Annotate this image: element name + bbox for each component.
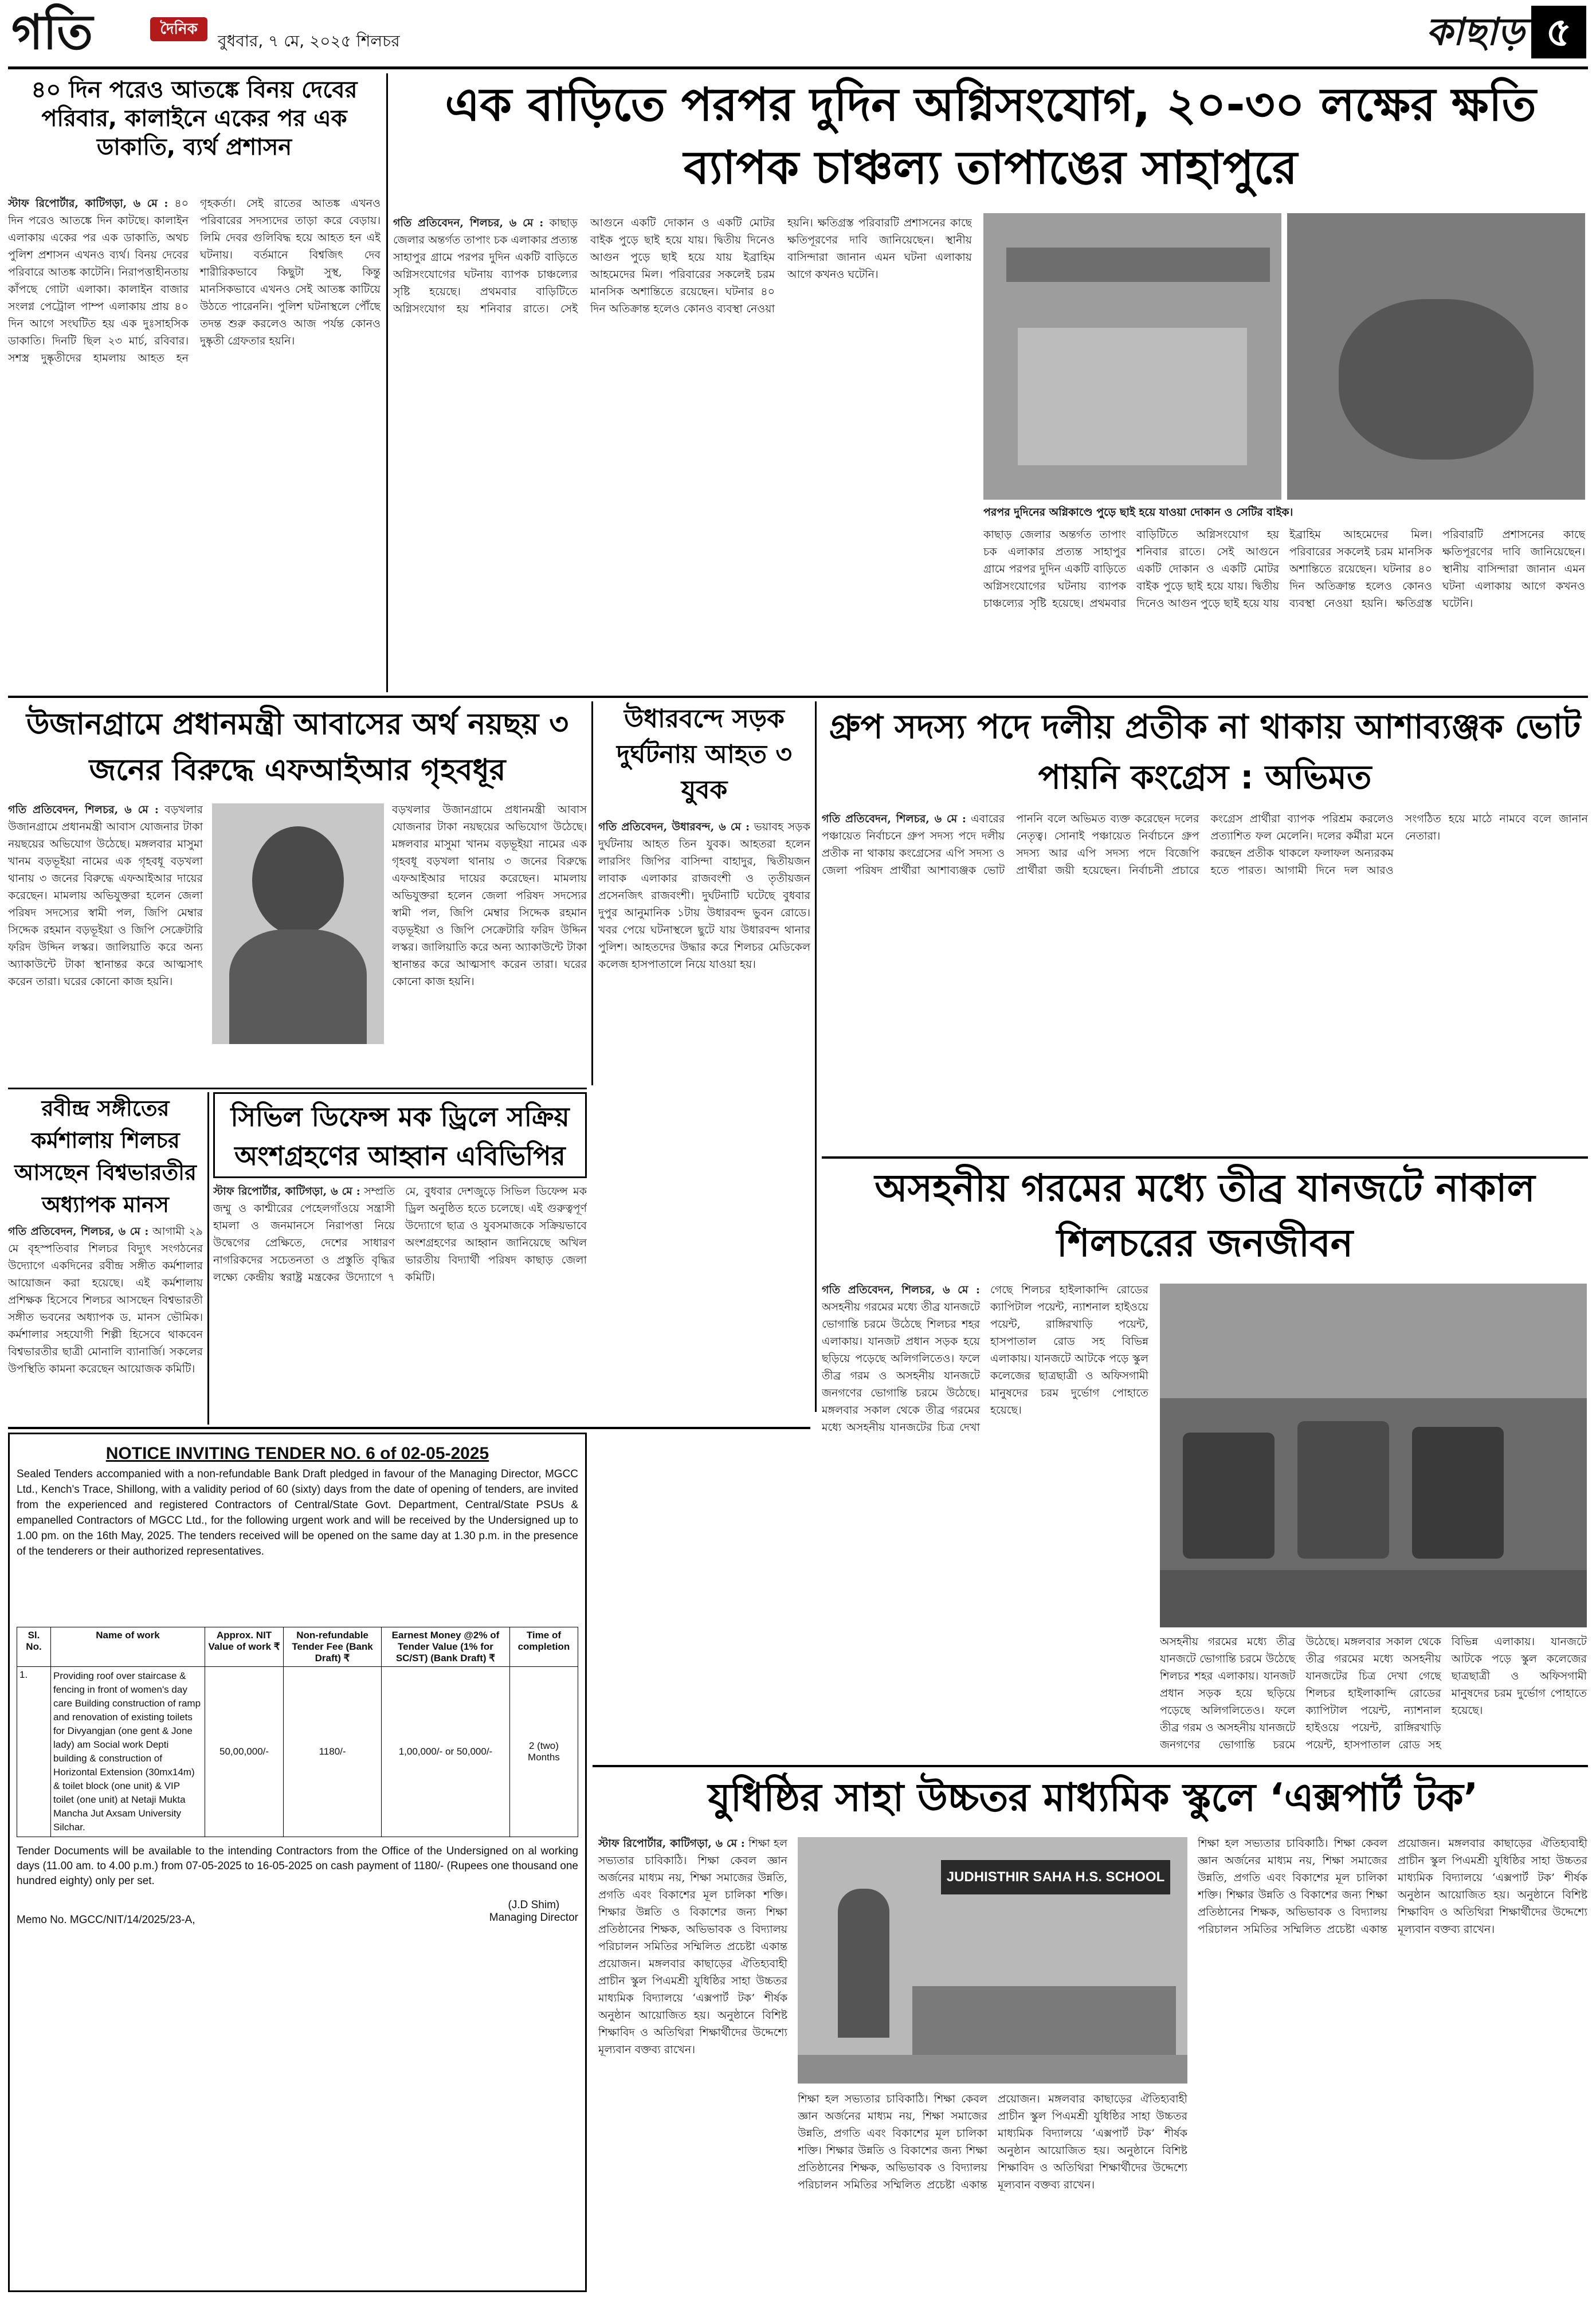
story-text: এবারের পঞ্চায়েত নির্বাচনে গ্রুপ সদস্য পদে দলীয় প্রতীক না থাকায় কংগ্রেসের এপি সদস্য ও জেলা পরিষদ প্রার্থীরা আশাব্যঞ্জক ভোট পাননি বলে অভিমত ব্যক্ত করেছেন দলের নেতৃত্ব। সোনাই পঞ্চায়েত নির্বাচনে গ্রুপ সদস্য আর এপি সদস্য পদে বিজেপি প্রার্থীরা জয়ী হয়েছেন। নির্বাচনী প্রচারে কংগ্রেস প্রার্থীরা ব্যাপক পরিশ্রম করলেও প্রত্যাশিত ফল মেলেনি। দলের কর্মীরা মনে করছেন প্রতীক থাকলে ফলাফল অন্যরকম হতে পারত। আগামী দিনে দল আরও সংগঠিত হয়ে মাঠে নামবে বলে জানান নেতারা।: [822, 813, 1588, 877]
dateline: গতি প্রতিবেদন, শিলচর, ৬ মে :: [822, 1284, 980, 1296]
fire-photo-shop: [983, 213, 1281, 500]
masthead: [0, 0, 1596, 64]
dateline: স্টাফ রিপোর্টার, কাটিগড়া, ৬ মে :: [598, 1837, 745, 1850]
tender-table: [17, 1627, 578, 1837]
story-fire: [393, 73, 1588, 692]
story-text-cont: অসহনীয় গরমের মধ্যে তীব্র যানজটে ভোগান্তি চরমে উঠেছে শিলচর শহর এলাকায়। যানজট প্রধান সড়ক হয়ে ছড়িয়ে পড়েছে অলিগলিতেও। ফলে তীব্র গরম ও অসহনীয় যানজটে জনগণের ভোগান্তি চরমে উঠেছে। মঙ্গলবার সকাল থেকে তীব্র গরমের মধ্যে অসহনীয় যানজটের চিত্র দেখা গেছে শিলচর হাইলাকান্দি রোডের ক্যাপিটাল পয়েন্ট, ন্যাশনাল হাইওয়ে পয়েন্ট, রাঙ্গিরখাড়ি পয়েন্ট, হাসপাতাল রোড সহ বিভিন্ন এলাকায়। যানজটে আটকে পড়ে স্কুল কলেজের ছাত্রছাত্রী ও অফিসগামী মানুষদের চরম দুর্ভোগ পোহাতে হয়েছে।: [1160, 1635, 1587, 1751]
dateline: স্টাফ রিপোর্টার, কাটিগড়া, ৬ মে :: [213, 1185, 360, 1198]
story-text: ভয়াবহ সড়ক দুর্ঘটনায় আহত তিন যুবক। আহতরা হলেন লারসিং জিপির বাসিন্দা বাহাদুর, দ্বিতীয়জন লাবাক এলাকার রাজবংশী ও তৃতীয়জন প্রসেনজিৎ রাজবংশী। দুর্ঘটনাটি ঘটেছে বুধবার দুপুর আনুমানিক ১টায় উধারবন্দ ভুবন রোডে। খবর পেয়ে ঘটনাস্থলে ছুটে যায় উধারবন্দ থানার পুলিশ। আহতদের উদ্ধার করে শিলচর মেডিকেল কলেজ হাসপাতালে নিয়ে যাওয়া হয়।: [598, 821, 810, 971]
story-congress: [822, 701, 1588, 1154]
col-sl: Sl. No.: [17, 1627, 51, 1667]
story-text: কাছাড় জেলার অন্তর্গত তাপাং চক এলাকার প্রত্যন্ত সাহাপুর গ্রামে পরপর দুদিন একটি বাড়িতে অগ্নিসংযোগের ঘটনায় ব্যাপক চাঞ্চল্যের সৃষ্টি হয়েছে। প্রথমবার বাড়িটিতে অগ্নিসংযোগ হয় শনিবার রাতে। সেই আগুনে একটি দোকান ও একটি মোটর বাইক পুড়ে ছাই হয়ে যায়। দ্বিতীয় দিনেও আগুন পুড়ে ছাই হয়ে যায় ইব্রাহিম আহমেদের মিল। পরিবারের সকলেই চরম মানসিক অশান্তিতে রয়েছেন। ঘটনার ৪০ দিন অতিক্রান্ত হলেও কোনও ব্যবস্থা নেওয়া হয়নি। ক্ষতিগ্রস্ত পরিবারটি প্রশাসনের কাছে ক্ষতিপূরণের দাবি জানিয়েছেন। স্থানীয় বাসিন্দারা জানান এমন ঘটনা এলাকায় আগে কখনও ঘটেনি।: [393, 217, 972, 315]
column-divider: [815, 701, 817, 1412]
story-awas: [8, 701, 587, 1085]
column-divider: [386, 73, 388, 692]
cell-sl: 1.: [17, 1667, 51, 1837]
tender-signature: (J.D Shim): [508, 1899, 560, 1911]
row-rule: [8, 1088, 587, 1089]
cell-value: 50,00,000/-: [205, 1667, 284, 1837]
masthead-date: বুধবার, ৭ মে, ২০২৫ শিলচর: [218, 32, 400, 50]
col-work: Name of work: [51, 1627, 205, 1667]
masthead-rule: [8, 66, 1588, 69]
page-number: ৫: [1531, 6, 1586, 58]
story-text-cont: বড়খলার উজানগ্রামে প্রধানমন্ত্রী আবাস যোজনার টাকা নয়ছয়ের অভিযোগ উঠেছে। মঙ্গলবার মাসুমা খানম বড়ভূইয়া নামের এক গৃহবধূ বড়খলা থানায় ৩ জনের বিরুদ্ধে এফআইআর দায়ের করেছেন। মামলায় অভিযুক্তরা হলেন জেলা পরিষদ সদস্যের স্বামী পল, জিপি মেম্বার সিদ্দেক রহমান বড়ভূইয়া ও জিপি সেক্রেটারি ফরিদ উদ্দিন লস্কর। জালিয়াতি করে অন্য অ্যাকাউন্টে টাকা স্থানান্তর করে আত্মসাৎ করেন তারা। ঘরের কোনো কাজ হয়নি।: [392, 803, 587, 988]
story-civil-defence: [213, 1092, 587, 1425]
story-text-cont: কাছাড় জেলার অন্তর্গত তাপাং চক এলাকার প্রত্যন্ত সাহাপুর গ্রামে পরপর দুদিন একটি বাড়িতে অগ্নিসংযোগের ঘটনায় ব্যাপক চাঞ্চল্যের সৃষ্টি হয়েছে। প্রথমবার বাড়িটিতে অগ্নিসংযোগ হয় শনিবার রাতে। সেই আগুনে একটি দোকান ও একটি মোটর বাইক পুড়ে ছাই হয়ে যায়। দ্বিতীয় দিনেও আগুন পুড়ে ছাই হয়ে যায় ইব্রাহিম আহমেদের মিল। পরিবারের সকলেই চরম মানসিক অশান্তিতে রয়েছেন। ঘটনার ৪০ দিন অতিক্রান্ত হলেও কোনও ব্যবস্থা নেওয়া হয়নি। ক্ষতিগ্রস্ত পরিবারটি প্রশাসনের কাছে ক্ষতিপূরণের দাবি জানিয়েছেন। স্থানীয় বাসিন্দারা জানান এমন ঘটনা এলাকায় আগে কখনও ঘটেনি।: [983, 528, 1585, 610]
dateline: স্টাফ রিপোর্টার, কাটিগড়া, ৬ মে :: [8, 197, 168, 210]
story-rabindra: [8, 1092, 203, 1425]
story-expert-talk: [598, 1770, 1588, 2297]
section-name: কাছাড়: [1426, 10, 1524, 54]
col-emd: Earnest Money @2% of Tender Value (1% for SC/ST) (Bank Draft) ₹: [382, 1627, 510, 1667]
photo-banner: JUDHISTHIR SAHA H.S. SCHOOL: [941, 1860, 1170, 1894]
fire-photo-bike: [1287, 213, 1585, 500]
headline: এক বাড়িতে পরপর দুদিন অগ্নিসংযোগ, ২০-৩০ লক্ষের ক্ষতি ব্যাপক চাঞ্চল্য তাপাঙের সাহাপুরে: [445, 78, 1536, 194]
traffic-photo: [1160, 1284, 1587, 1627]
story-text: শিক্ষা হল সভ্যতার চাবিকাঠি। শিক্ষা কেবল জ্ঞান অর্জনের মাধ্যম নয়, শিক্ষা সমাজের উন্নতি, প্রগতি এবং বিকাশের মূল চালিকা শক্তি। শিক্ষার উন্নতি ও বিকাশের জন্য শিক্ষা প্রতিষ্ঠানের শিক্ষক, অভিভাবক ও বিদ্যালয় পরিচালন সমিতির সম্মিলিত প্রচেষ্টা একান্ত প্রয়োজন। মঙ্গলবার কাছাড়ের ঐতিহ্যবাহী প্রাচীন স্কুল পিএমশ্রী যুধিষ্ঠির সাহা উচ্চতর মাধ্যমিক বিদ্যালয়ে ‘এক্সপার্ট টক’ শীর্ষক অনুষ্ঠান আয়োজিত হয়। অনুষ্ঠানে বিশিষ্ট শিক্ষাবিদ ও অতিথিরা শিক্ষার্থীদের উদ্দেশ্যে মূল্যবান বক্তব্য রাখেন।: [598, 1837, 787, 2056]
dateline: গতি প্রতিবেদন, শিলচর, ৬ মে :: [8, 1225, 149, 1238]
dateline: গতি প্রতিবেদন, শিলচর, ৬ মে :: [393, 217, 544, 229]
story-text: অসহনীয় গরমের মধ্যে তীব্র যানজটে ভোগান্তি চরমে উঠেছে শিলচর শহর এলাকায়। যানজট প্রধান সড়ক হয়ে ছড়িয়ে পড়েছে অলিগলিতেও। ফলে তীব্র গরম ও অসহনীয় যানজটে জনগণের ভোগান্তি চরমে উঠেছে। মঙ্গলবার সকাল থেকে তীব্র গরমের মধ্যে অসহনীয় যানজটের চিত্র দেখা গেছে শিলচর হাইলাকান্দি রোডের ক্যাপিটাল পয়েন্ট, ন্যাশনাল হাইওয়ে পয়েন্ট, রাঙ্গিরখাড়ি পয়েন্ট, হাসপাতাল রোড সহ বিভিন্ন এলাকায়। যানজটে আটকে পড়ে স্কুল কলেজের ছাত্রছাত্রী ও অফিসগামী মানুষদের চরম দুর্ভোগ পোহাতে হয়েছে।: [822, 1284, 1148, 1434]
dateline: গতি প্রতিবেদন, উধারবন্দ, ৬ মে :: [598, 821, 750, 833]
headline: উজানগ্রামে প্রধানমন্ত্রী আবাসের অর্থ নয়ছয় ৩ জনের বিরুদ্ধে এফআইআর গৃহবধূর: [26, 707, 569, 787]
story-dakati: [8, 73, 381, 692]
col-time: Time of completion: [509, 1627, 578, 1667]
tender-notice: [8, 1433, 587, 2292]
story-traffic: [822, 1161, 1588, 1763]
col-value: Approx. NIT Value of work ₹: [205, 1627, 284, 1667]
col-fee: Non-refundable Tender Fee (Bank Draft) ₹: [284, 1627, 382, 1667]
tender-intro: Sealed Tenders accompanied with a non-refundable Bank Draft pledged in favour of the Managing Director, MGCC Ltd., Kench's Trace, Shillong, with a validity period of 60 (sixty) days from the date of opening of tenders, are invited from the experienced and registered Contractors of Central/State Govt. Department, Central/State PSUs & empanelled Contractors of MGCC Ltd., for the following urgent work and will be received by the Undersigned up to 1.00 pm. on the 16th May, 2025. The tenders received will be opened on the same day at 1.30 p.m. in the presence of the tenderers or their authorized representatives.: [17, 1468, 578, 1557]
cell-emd: 1,00,000/- or 50,000/-: [382, 1667, 510, 1837]
complainant-photo: [212, 803, 384, 1044]
headline: উধারবন্দে সড়ক দুর্ঘটনায় আহত ৩ যুবক: [617, 704, 792, 805]
story-text: আগামী ২৯ মে বৃহস্পতিবার শিলচর বিদ্যুৎ সংগঠনের উদ্যোগে একদিনের রবীন্দ্র সঙ্গীত কর্মশালার আয়োজন করা হয়েছে। এই কর্মশালায় প্রশিক্ষক হিসেবে শিলচর আসছেন বিশ্বভারতী সঙ্গীত ভবনের অধ্যাপক ড. মানস ভৌমিক। কর্মশালার সহযোগী শিল্পী হিসেবে থাকবেন বিশ্বভারতীর ছাত্রী মোনালি ব্যানার্জি। সকলের উপস্থিতি কামনা করেছেন আয়োজক কমিটি।: [8, 1225, 203, 1375]
headline: ৪০ দিন পরেও আতঙ্কে বিনয় দেবের পরিবার, কালাইনে একের পর এক ডাকাতি, ব্যর্থ প্রশাসন: [31, 77, 358, 160]
story-text: সম্প্রতি জম্মু ও কাশ্মীরের পেহেলগাঁওয়ে সন্ত্রাসী হামলা ও জনমানসে নিরাপত্তা নিয়ে উদ্বেগের প্রেক্ষিতে, দেশের সাধারণ নাগরিকদের সচেতনতা ও প্রস্তুতি বৃদ্ধির লক্ষ্যে কেন্দ্রীয় স্বরাষ্ট্র মন্ত্রকের উদ্যোগে ৭ মে, বুধবার দেশজুড়ে সিভিল ডিফেন্স মক ড্রিল অনুষ্ঠিত হতে চলেছে। এই গুরুত্বপূর্ণ উদ্যোগে ছাত্র ও যুবসমাজকে সক্রিয়ভাবে অংশগ্রহণের আহ্বান জানিয়েছে অখিল ভারতীয় বিদ্যার্থী পরিষদ কাছাড় জেলা কমিটি।: [213, 1185, 587, 1284]
row-rule: [8, 1427, 810, 1429]
story-text: ৪০ দিন পরেও আতঙ্কে দিন কাটছে। কালাইন এলাকায় একের পর এক ডাকাতি, অথচ পুলিশ প্রশাসন এখনও ব্যর্থ। বিনয় দেবের পরিবারে আতঙ্ক কাটেনি। নিরাপত্তাহীনতায় কাঁপছে গোটা এলাকা। কালাইন বাজার সংলগ্ন পেট্রোল পাম্প এলাকায় প্রায় ৪০ দিন আগে সংঘটিত হয় এক দুঃসাহসিক ডাকাতি। দিনটি ছিল ২৩ মার্চ, রবিবার। সশস্ত্র দুষ্কৃতীদের হামলায় আহত হন গৃহকর্তা। সেই রাতের আতঙ্ক এখনও পরিবারের সদস্যদের তাড়া করে বেড়ায়। লিমি দেবর গুলিবিদ্ধ হয়ে আহত হন এই ঘটনায়। বর্তমানে বিশ্বজিৎ দেব শারীরিকভাবে কিছুটা সুস্থ, কিন্তু মানসিকভাবে এখনও সেই আতঙ্ক কাটিয়ে উঠতে পারেননি। পুলিশ ঘটনাস্থলে পৌঁছে তদন্ত শুরু করলেও আজ পর্যন্ত কোনও দুষ্কৃতী গ্রেফতার হয়নি।: [8, 197, 381, 364]
story-text: বড়খলার উজানগ্রামে প্রধানমন্ত্রী আবাস যোজনার টাকা নয়ছয়ের অভিযোগ উঠেছে। মঙ্গলবার মাসুমা খানম বড়ভূইয়া নামের এক গৃহবধূ বড়খলা থানায় ৩ জনের বিরুদ্ধে এফআইআর দায়ের করেছেন। মামলায় অভিযুক্তরা হলেন জেলা পরিষদ সদস্যের স্বামী পল, জিপি মেম্বার সিদ্দেক রহমান বড়ভূইয়া ও জিপি সেক্রেটারি ফরিদ উদ্দিন লস্কর। জালিয়াতি করে অন্য অ্যাকাউন্টে টাকা স্থানান্তর করে আত্মসাৎ করেন তারা। ঘরের কোনো কাজ হয়নি।: [8, 803, 203, 988]
story-text-cont-2: শিক্ষা হল সভ্যতার চাবিকাঠি। শিক্ষা কেবল জ্ঞান অর্জনের মাধ্যম নয়, শিক্ষা সমাজের উন্নতি, প্রগতি এবং বিকাশের মূল চালিকা শক্তি। শিক্ষার উন্নতি ও বিকাশের জন্য শিক্ষা প্রতিষ্ঠানের শিক্ষক, অভিভাবক ও বিদ্যালয় পরিচালন সমিতির সম্মিলিত প্রচেষ্টা একান্ত প্রয়োজন। মঙ্গলবার কাছাড়ের ঐতিহ্যবাহী প্রাচীন স্কুল পিএমশ্রী যুধিষ্ঠির সাহা উচ্চতর মাধ্যমিক বিদ্যালয়ে ‘এক্সপার্ট টক’ শীর্ষক অনুষ্ঠান আয়োজিত হয়। অনুষ্ঠানে বিশিষ্ট শিক্ষাবিদ ও অতিথিরা শিক্ষার্থীদের উদ্দেশ্যে মূল্যবান বক্তব্য রাখেন।: [1198, 1837, 1587, 1936]
tender-designation: Managing Director: [489, 1912, 578, 1924]
row-rule: [822, 1156, 1588, 1159]
masthead-sub-logo: দৈনিক: [150, 17, 207, 41]
tender-memo: Memo No. MGCC/NIT/14/2025/23-A,: [17, 1914, 195, 1926]
cell-time: 2 (two) Months: [509, 1667, 578, 1837]
masthead-logo: গতি: [11, 4, 93, 60]
headline: অসহনীয় গরমের মধ্যে তীব্র যানজটে নাকাল শিলচরের জনজীবন: [875, 1166, 1535, 1265]
headline: যুধিষ্ঠির সাহা উচ্চতর মাধ্যমিক স্কুলে ‘এক্সপার্ট টক’: [708, 1775, 1479, 1821]
dateline: গতি প্রতিবেদন, শিলচর, ৬ মে :: [822, 813, 966, 825]
school-event-photo: [798, 1837, 1187, 2084]
story-accident: [598, 701, 810, 1412]
tender-footer: Tender Documents will be available to the intending Contractors from the Office of the Undersigned on al working days (11.00 am. to 4.00 p.m.) from 07-05-2025 to 16-05-2025 on cash payment of 1180/- (Rupees one thousand one hundred eighty) only per set.: [17, 1845, 578, 1887]
column-divider: [207, 1092, 209, 1425]
headline: সিভিল ডিফেন্স মক ড্রিলে সক্রিয় অংশগ্রহণের আহ্বান এবিভিপির: [213, 1092, 587, 1178]
cell-work: Providing roof over staircase & fencing in front of women's day care Building construction of ramp and renovation of existing toilets for Divyangjan (one gent & Jone lady) am Social work Depti building & construction of Horizontal Extension (30mx14m) & toilet block (one unit) & VIP toilet (one unit) at Netaji Mukta Mancha Jut Axsam University Silchar.: [51, 1667, 205, 1837]
headline: গ্রুপ সদস্য পদে দলীয় প্রতীক না থাকায় আশাব্যঞ্জক ভোট পায়নি কংগ্রেস : অভিমত: [829, 707, 1581, 797]
cell-fee: 1180/-: [284, 1667, 382, 1837]
dateline: গতি প্রতিবেদন, শিলচর, ৬ মে :: [8, 803, 159, 816]
row-rule: [593, 1765, 1588, 1767]
row-rule: [8, 696, 1588, 698]
photo-caption: পরপর দুদিনের অগ্নিকাণ্ডে পুড়ে ছাই হয়ে যাওয়া দোকান ও সেটির বাইক।: [983, 506, 1293, 519]
table-row: [17, 1667, 578, 1837]
headline: রবীন্দ্র সঙ্গীতের কর্মশালায় শিলচর আসছেন বিশ্বভারতীর অধ্যাপক মানস: [14, 1096, 197, 1217]
column-divider: [591, 701, 593, 1085]
tender-title: NOTICE INVITING TENDER NO. 6 of 02-05-2025: [105, 1444, 489, 1463]
story-text-cont: শিক্ষা হল সভ্যতার চাবিকাঠি। শিক্ষা কেবল জ্ঞান অর্জনের মাধ্যম নয়, শিক্ষা সমাজের উন্নতি, প্রগতি এবং বিকাশের মূল চালিকা শক্তি। শিক্ষার উন্নতি ও বিকাশের জন্য শিক্ষা প্রতিষ্ঠানের শিক্ষক, অভিভাবক ও বিদ্যালয় পরিচালন সমিতির সম্মিলিত প্রচেষ্টা একান্ত প্রয়োজন। মঙ্গলবার কাছাড়ের ঐতিহ্যবাহী প্রাচীন স্কুল পিএমশ্রী যুধিষ্ঠির সাহা উচ্চতর মাধ্যমিক বিদ্যালয়ে ‘এক্সপার্ট টক’ শীর্ষক অনুষ্ঠান আয়োজিত হয়। অনুষ্ঠানে বিশিষ্ট শিক্ষাবিদ ও অতিথিরা শিক্ষার্থীদের উদ্দেশ্যে মূল্যবান বক্তব্য রাখেন।: [798, 2093, 1187, 2191]
